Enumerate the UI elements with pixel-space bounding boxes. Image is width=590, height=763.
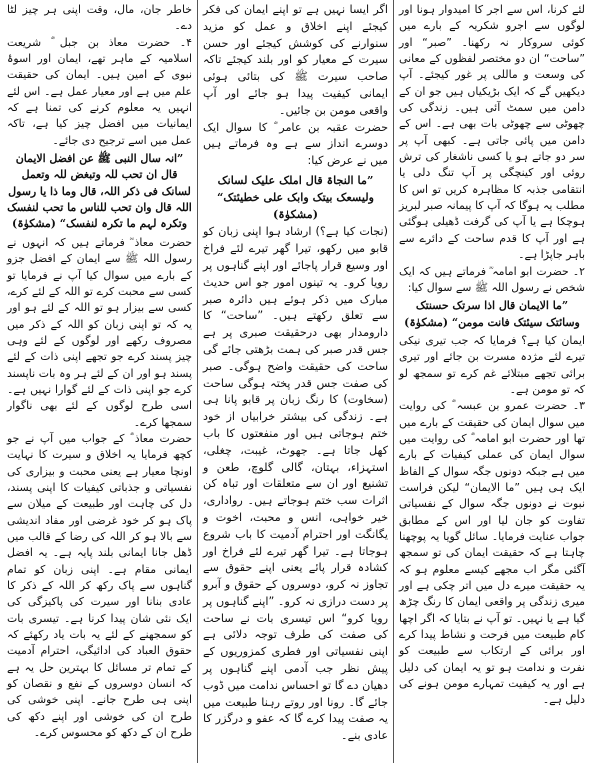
- hadith-quote: ”ما النجاۃ قال املک علیک لسانک ولیسعک بیتک وابک علی خطیئتک“ (مشکوٰۃ): [216, 172, 375, 221]
- hadith-quote: ”انہ سال النبی ﷺ عن افضل الایمان قال ان تحب للہ وتبغض للہ وتعمل لسانک فی ذکر اللہ، قال وما ذا یا رسول اللہ قال وان تحب للناس ما تحب لنفسک وتکرہ لہم ما تکرہ لنفسک“ (مشکوٰۃ): [7, 152, 192, 231]
- hadith-quote: ”ما الایمان قال اذا سرتک حسنتک وسائتک سیئتک فانت مومن“ (مشکوٰۃ): [404, 299, 580, 329]
- text-column-middle: [198, 0, 394, 763]
- paragraph: حضرت معاذ ؓ فرماتے ہیں کہ انہوں نے رسول اللہ ﷺ سے ایمان کے افضل جزو کے بارے میں سوال کیا آپ نے فرمایا تو کسی سے محبت کرے تو اللہ کے لئے کرے، کسی سے بیزار ہو تو اللہ کے لئے ہو اور یہ کہ تو اپنی زبان کو اللہ کے ذکر میں مصروف رکھے اور لوگوں کے لئے وہی چیز پسند کرے جو تجھے اپنی ذات کے لئے پسند ہو اور ان کے لئے ہر وہ بات ناپسند کرے جو اپنی ذات کے لئے گوارا نہیں ہے۔ اسی طرح لوگوں کے لئے بھی ناگوار سمجھا کرے۔: [7, 235, 192, 429]
- paragraph: اگر ایسا نہیں ہے تو اپنے ایمان کی فکر کیجئے اپنے اخلاق و عمل کو مزید سنوارنے کی کوشش کیجئے اور حسن سیرت کے معیار کو اور بلند کیجئے تاکہ صاحب سیرت ﷺ کی بتائی ہوئی ایمانی کیفیت پیدا ہو جائے اور آپ واقعی مومن بن جائیں۔: [203, 3, 388, 117]
- paragraph: حضرت معاذ ؓ کے جواب میں آپ نے جو کچھ فرمایا یہ اخلاق و سیرت کا نہایت اونچا معیار ہے یعنی محبت و بیزاری کی نفسیاتی و جذباتی کیفیات کا اپنی پسند، دل کی چاہت اور طبیعت کے میلان سے پاک ہو کر خود غرضی اور مفاد اندیشی سے بالا ہو کر اللہ کی رضا کے قالب میں ڈھل جانا ایمانی بلند پایہ ہے۔ یہ افضل ایمانی مقام ہے۔ اپنی زبان کو تمام گناہوں سے پاک رکھ کر اللہ کے ذکر کا عادی بنانا اور سیرت کی پاکیزگی کی ایک نئی شان پیدا کرنا ہے۔ تیسری بات کو سمجھنے کے لئے یہ بات یاد رکھئے کہ حقوق العباد کی ادائیگی، احترام آدمیت کے تمام تر مسائل کا بہترین حل یہ ہے کہ انسان دوسروں کے نفع و نقصان کو اپنی ہی طرح جانے۔ اپنی خوشی کی طرح ان کی خوشی اور اپنے دکھ کی طرح ان کے دکھ کو محسوس کرے۔: [7, 431, 192, 740]
- paragraph: ایمان کیا ہے؟ فرمایا کہ جب تیری نیکی تیرے لئے مژدہ مسرت بن جائے اور تیری برائی تجھے مبتلائے غم کرے تو سمجھ لو کہ تو مومن ہے۔: [399, 333, 585, 396]
- paragraph: حضرت عقبہ بن عامر ؓ کا سوال ایک دوسرے انداز سے ہے وہ فرماتے ہیں میں نے عرض کیا:: [203, 120, 388, 168]
- paragraph: خاطر جان، مال، وقت اپنی ہر چیز لٹا دے۔: [7, 3, 192, 33]
- paragraph: (نجات کیا ہے؟) ارشاد ہوا اپنی زبان کو قابو میں رکھو، تیرا گھر تیرے لئے فراخ اور وسیع قرار پاجائے اور اپنے گناہوں پر رویا کرو۔ یہ تینوں امور جو اس حدیث مبارک میں ذکر ہوئے ہیں دائرہ صبر سے تعلق رکھتے ہیں۔ ”ساحت“ کا دارومدار بھی درحقیقت صبری پر ہے جس قدر صبر کی ہمت بڑھتی جائے گی ساحت کی حقیقت واضح ہوگی۔ صبر کی صفت جس قدر پختہ ہوگی ساحت (سخاوت) کا رنگ زبان پر قابو پانا ہی ہے۔ زندگی کی بیشتر خرابیاں از خود ختم ہوجاتی ہیں اور منفعتوں کا باب کھل جاتا ہے۔ جھوٹ، غیبت، چغلی، استہزاء، بہتان، گالی گلوچ، طعن و تشنیع اور ان سے متعلقات اور تباہ کن اثرات سب ختم ہوجاتے ہیں۔ رواداری، خیر خواہی، انس و محبت، اخوت و یگانگت اور احترام آدمیت کا باب شروع ہوجاتا ہے۔ تیرا گھر تیرے لئے فراخ اور کشادہ قرار پائے یعنی اپنے حقوق سے تجاوز نہ کرو، دوسروں کے حقوق و آبرو پر دست درازی نہ کرو۔ ”اپنے گناہوں پر رویا کرو“ اس تیسری بات نے ساحت کی صفت کی طرف توجہ دلائی ہے اپنی نفسیاتی اور فطری کمزوریوں کے پیش نظر جب آدمی اپنے گناہوں پر دھیان دے گا تو احساس ندامت میں ڈوب جائے گا۔ رونا اور روتے رہنا طبیعت میں یہ صفت پیدا کرے گا کہ عفو و درگزر کا عادی بنے۔: [203, 225, 388, 743]
- paragraph: ۴۔ حضرت معاذ بن جبل ؓ شریعت اسلامیہ کے ماہر تھے، ایمان اور اسوۂ نبوی کے امین ہیں۔ ایمان کی حقیقت علم میں ہے اور معیار عمل ہے۔ اس لئے انہیں یہ معلوم کرنے کی تمنا ہے کہ ایمانیات میں افضل چیز کیا ہے، تاکہ عمل میں اسے ترجیح دی جائے۔: [7, 35, 192, 147]
- text-column-left: [2, 0, 198, 763]
- paragraph: ۲۔ حضرت ابو امامہ ؓ فرماتے ہیں کہ ایک شخص نے رسول اللہ ﷺ سے سوال کیا:: [399, 264, 585, 294]
- paragraph: لئے کرنا، اس سے اجر کا امیدوار ہونا اور لوگوں سے اجرو شکریہ کے بارے میں کوئی سروکار نہ رکھنا۔ ”صبر“ اور ”ساحت“ ان دو مختصر لفظوں کے معانی کی وسعت و ماللی پر غور کیجئے۔ آپ دیکھیں گے کہ ایک بڑیکیاں ہیں جو ان کے دامن میں سمٹ آئی ہیں۔ زندگی کی چھوٹی سے چھوٹی بات بھی ہے۔ اس کے دامن میں پائی جاتی ہے۔ کبھی آپ پر سر دو جاتے ہو یا کسی ناشغار کی ترش روئی اور کینچگی پر آپ تنگ دلی یا انتقامی جذبہ کا مظاہرہ کریں تو اس کا مطلب یہ ہوگا کہ آپ کا پیمانہ صبر لبریز ہوچکا ہے یا آپ کی گرفت ڈھیلی ہوگئی ہے اور آپ کا قدم ساحت کے دائرے سے باہر جاپڑا ہے۔: [399, 3, 585, 262]
- text-column-right: [394, 0, 590, 763]
- paragraph: ۳۔ حضرت عمرو بن عبسہ ؓ کی روایت میں سوال ایمان کی حقیقت کے بارے میں تھا اور حضرت ابو امامہ ؓ کی روایت میں سوال ایمان کی عملی کیفیات کے بارے میں ہے جبکہ دونوں جگہ سوال کے الفاظ ایک ہی ہیں ”ما الایمان“ لیکن فراست نبوت نے دونوں جگہ سوال کے نفسیاتی تفاوت کو جان لیا اور اس کے مطابق جواب عنایت فرمایا۔ سائل گویا یہ پوچھنا چاہتا ہے کہ حقیقت ایمان کی تو سمجھ آگئی مگر اب مجھے کیسے معلوم ہو کہ یہ حقیقت میرے دل میں اتر چکی ہے اور میری زندگی پر واقعی ایمان کا رنگ چڑھ گیا ہے یا نہیں۔ تو آپ نے بتایا کہ اگر اچھا کام طبیعت میں فرحت و نشاط پیدا کرے اور برائی کے ارتکاب سے طبیعت کو نفرت و ندامت ہو تو یہ ایمان کی دلیل ہے اور یہ کیفیت تمہارے مومن ہونے کی دلیل ہے۔: [399, 399, 585, 707]
